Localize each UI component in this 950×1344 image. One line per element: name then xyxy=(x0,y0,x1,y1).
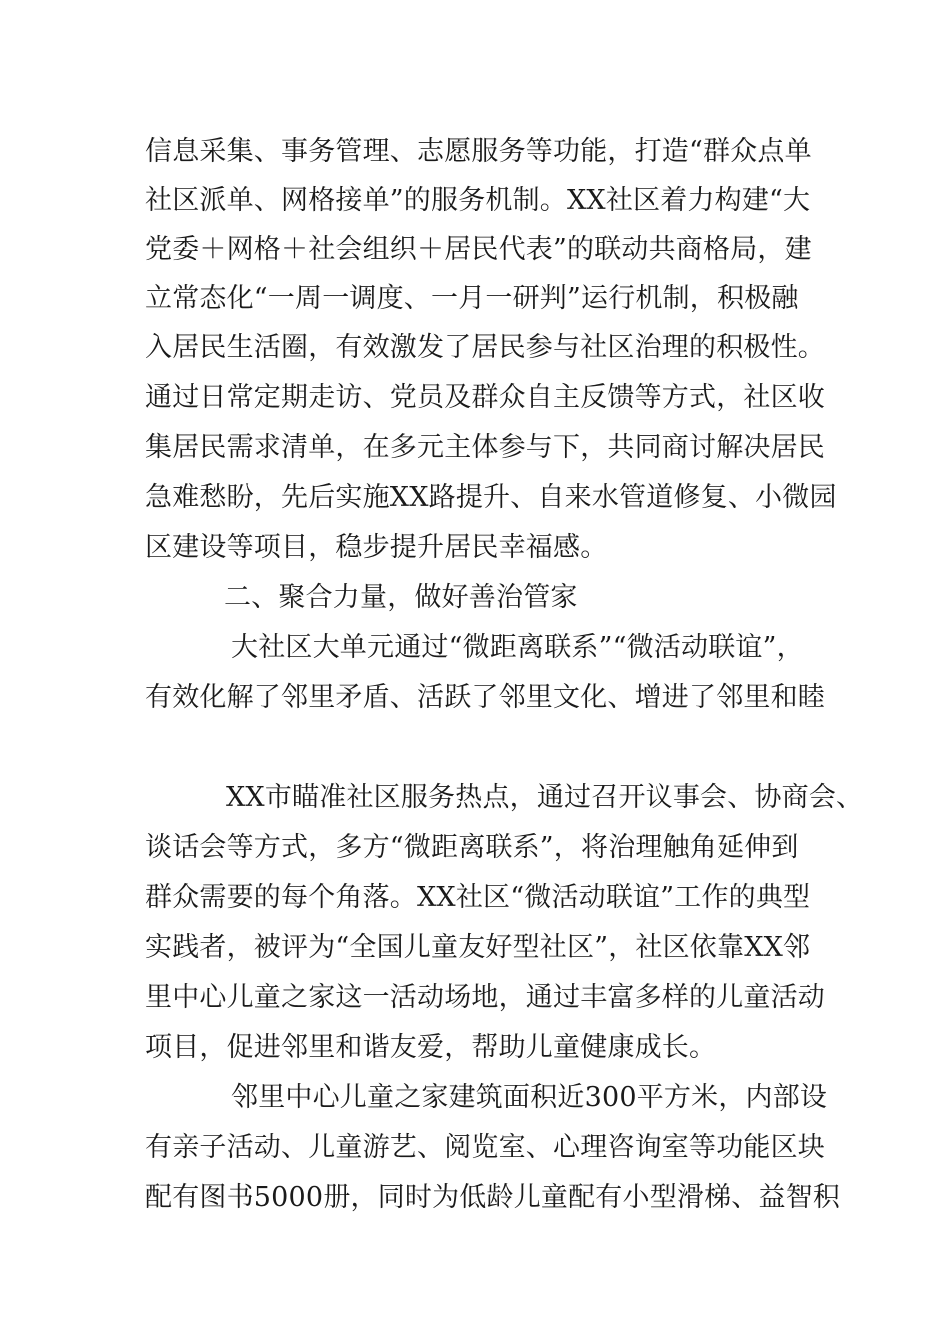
text-line: 区建设等项目，稳步提升居民幸福感。 xyxy=(145,532,608,563)
text-line: 信息采集、事务管理、志愿服务等功能，打造“群众点单 xyxy=(145,136,812,167)
text-line: 配有图书5000册，同时为低龄儿童配有小型滑梯、益智积 xyxy=(145,1182,841,1213)
text-line: 入居民生活圈，有效激发了居民参与社区治理的积极性。 xyxy=(145,332,825,363)
text-line: 集居民需求清单，在多元主体参与下，共同商讨解决居民 xyxy=(145,432,825,463)
text-line: 项目，促进邻里和谐友爱，帮助儿童健康成长。 xyxy=(145,1032,717,1063)
text-line: 实践者，被评为“全国儿童友好型社区”，社区依靠XX邻 xyxy=(145,932,811,963)
section-heading: 二、聚合力量，做好善治管家 xyxy=(224,582,578,613)
text-line: 立常态化“一周一调度、一月一研判”运行机制，积极融 xyxy=(145,283,799,314)
text-line: 有亲子活动、儿童游艺、阅览室、心理咨询室等功能区块 xyxy=(145,1132,825,1163)
text-line: 有效化解了邻里矛盾、活跃了邻里文化、增进了邻里和睦 xyxy=(145,682,825,713)
text-line: XX市瞄准社区服务热点，通过召开议事会、协商会、 xyxy=(226,782,864,813)
text-line: 通过日常定期走访、党员及群众自主反馈等方式，社区收 xyxy=(145,382,825,413)
text-line: 里中心儿童之家这一活动场地，通过丰富多样的儿童活动 xyxy=(145,982,825,1013)
text-line: 社区派单、网格接单”的服务机制。XX社区着力构建“大 xyxy=(145,185,811,216)
text-line: 邻里中心儿童之家建筑面积近300平方米，内部设 xyxy=(231,1082,828,1113)
text-line: 急难愁盼，先后实施XX路提升、自来水管道修复、小微园 xyxy=(145,482,837,513)
text-line: 党委＋网格＋社会组织＋居民代表”的联动共商格局，建 xyxy=(145,234,812,265)
text-line: 谈话会等方式，多方“微距离联系”，将治理触角延伸到 xyxy=(145,832,799,863)
text-line: 群众需要的每个角落。XX社区“微活动联谊”工作的典型 xyxy=(145,882,811,913)
text-line: 大社区大单元通过“微距离联系”“微活动联谊”， xyxy=(231,632,804,663)
